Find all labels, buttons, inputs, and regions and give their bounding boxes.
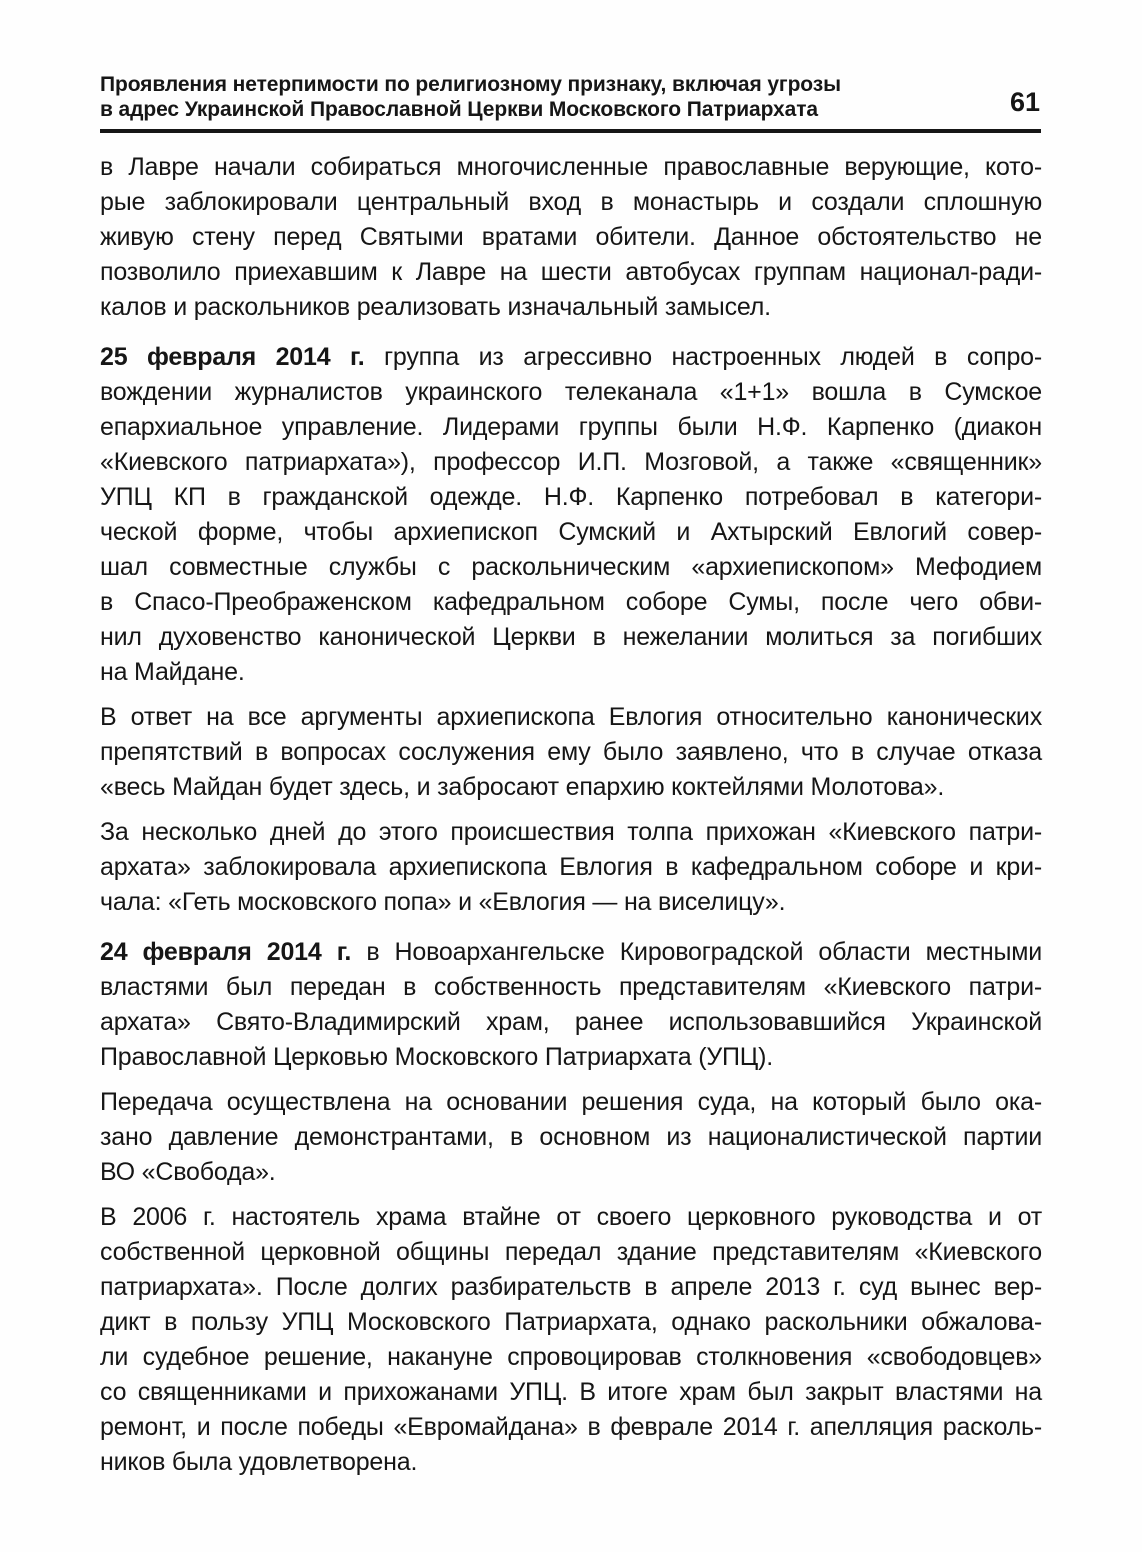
paragraph-line: живую стену перед Святыми вратами обители. Данное обстоятельство не (100, 223, 1042, 251)
paragraph-line: ремонт, и после победы «Евромайдана» в феврале 2014 г. апелляция расколь- (100, 1413, 1042, 1441)
paragraph (100, 1085, 1042, 1190)
paragraph-line: За несколько дней до этого происшествия толпа прихожан «Киевского патри- (100, 818, 1042, 846)
paragraph-line: ВО «Свобода». (100, 1158, 276, 1186)
paragraph-line: вождении журналистов украинского телеканала «1+1» вошла в Сумское (100, 378, 1042, 406)
running-header-title (100, 72, 970, 122)
dated-paragraph (100, 340, 1042, 690)
paragraph-line: нил духовенство канонической Церкви в нежелании молиться за погибших (100, 623, 1042, 651)
running-header-line2: в адрес Украинской Православной Церкви Московского Патриархата (100, 98, 818, 121)
paragraph-line: ников была удовлетворена. (100, 1448, 418, 1476)
paragraph-line: позволило приехавшим к Лавре на шести автобусах группам национал-ради- (100, 258, 1042, 286)
paragraph-line: архата» Свято-Владимирский храм, ранее использовавшийся Украинской (100, 1008, 1042, 1036)
running-header-line1: Проявления нетерпимости по религиозному признаку, включая угрозы (100, 73, 841, 96)
paragraph-line: со священниками и прихожанами УПЦ. В итоге храм был закрыт властями на (100, 1378, 1042, 1406)
paragraph-line: в Лавре начали собираться многочисленные православные верующие, кото- (100, 153, 1042, 181)
paragraph-line: зано давление демонстрантами, в основном из националистической партии (100, 1123, 1042, 1151)
paragraph (100, 150, 1042, 325)
paragraph-line: «Киевского патриархата»), профессор И.П. Мозговой, а также «священник» (100, 448, 1042, 476)
paragraph-line: УПЦ КП в гражданской одежде. Н.Ф. Карпенко потребовал в категори- (100, 483, 1042, 511)
dated-paragraph (100, 935, 1042, 1075)
paragraph-line: на Майдане. (100, 658, 245, 686)
paragraph-line: Передача осуществлена на основании решения суда, на который было ока- (100, 1088, 1042, 1116)
paragraph-line: ческой форме, чтобы архиепископ Сумский и Ахтырский Евлогий совер- (100, 518, 1042, 546)
paragraph-line: Православной Церковью Московского Патриархата (УПЦ). (100, 1043, 773, 1071)
paragraph-line: архата» заблокировала архиепископа Евлогия в кафедральном соборе и кри- (100, 853, 1042, 881)
paragraph-line: 24 февраля 2014 г. в Новоархангельске Кировоградской области местными (100, 938, 1042, 966)
paragraph-line: ли судебное решение, накануне спровоцировав столкновения «свободовцев» (100, 1343, 1042, 1371)
paragraph-line: чала: «Геть московского попа» и «Евлогия — на виселицу». (100, 888, 786, 916)
paragraph-line: В 2006 г. настоятель храма втайне от своего церковного руководства и от (100, 1203, 1042, 1231)
paragraph (100, 700, 1042, 805)
paragraph-line: в Спасо-Преображенском кафедральном соборе Сумы, после чего обви- (100, 588, 1042, 616)
header-rule (100, 129, 1041, 133)
paragraph-line: 25 февраля 2014 г. группа из агрессивно настроенных людей в сопро- (100, 343, 1042, 371)
date-lead: 25 февраля 2014 г. (100, 343, 385, 371)
page-header (100, 72, 1042, 122)
paragraph-line: властями был передан в собственность представителям «Киевского патри- (100, 973, 1042, 1001)
paragraph-line: патриархата». После долгих разбирательств в апреле 2013 г. суд вынес вер- (100, 1273, 1042, 1301)
paragraph-line: рые заблокировали центральный вход в монастырь и создали сплошную (100, 188, 1042, 216)
paragraph-line: дикт в пользу УПЦ Московского Патриархата, однако раскольники обжалова- (100, 1308, 1042, 1336)
content (100, 150, 1042, 1480)
paragraph-line: епархиальное управление. Лидерами группы были Н.Ф. Карпенко (диакон (100, 413, 1042, 441)
paragraph-line: препятствий в вопросах сослужения ему было заявлено, что в случае отказа (100, 738, 1042, 766)
paragraph-line: собственной церковной общины передал здание представителям «Киевского (100, 1238, 1042, 1266)
paragraph-line: «весь Майдан будет здесь, и забросают епархию коктейлями Молотова». (100, 773, 945, 801)
paragraph (100, 1200, 1042, 1480)
page-number: 61 (1009, 87, 1040, 117)
paragraph-line: калов и раскольников реализовать изначальный замысел. (100, 293, 771, 321)
paragraph-line: В ответ на все аргументы архиепископа Евлогия относительно канонических (100, 703, 1042, 731)
date-lead: 24 февраля 2014 г. (100, 938, 367, 966)
paragraph-line: шал совместные службы с раскольническим «архиепископом» Мефодием (100, 553, 1042, 581)
paragraph (100, 815, 1042, 920)
